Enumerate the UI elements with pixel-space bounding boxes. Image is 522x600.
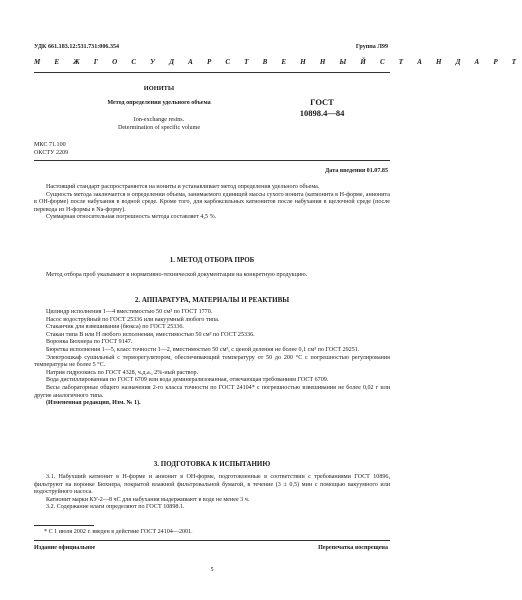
intro-paragraph-essence: Сущность метода заключается в определении объема, занимаемого единицей массы сухого ионита (катионита в Н-форме, анионита в ОН-форме) после набухания в водной среде. Кроме того, для карбоксильных катионитов после набухания в щелочной среде (после перевода из Н-формы в Na-форму).: [34, 191, 390, 213]
okstu-code: ОКСТУ 2209: [34, 150, 69, 156]
product-title: ИОНИТЫ: [143, 85, 175, 92]
item-scales: Весы лабораторные общего назначения 2-го класса точности по ГОСТ 24104* с погрешностью взвешивания не более 0,02 г или другие аналогичного типа.: [34, 384, 390, 399]
item-beaker: Стакан типа В или Н любого исполнения, вместимостью 50 см³ по ГОСТ 25336.: [46, 331, 255, 338]
gost-number: 10898.4—84: [299, 108, 345, 118]
udk-code: УДК 661.183.12:531.731:006.354: [34, 44, 120, 50]
item-3-2: 3.2. Содержание влаги определяют по ГОСТ 10898.1.: [46, 504, 185, 511]
page-number: 5: [210, 567, 214, 573]
item-weighing-cup: Стаканчик для взвешивания (бюкса) по ГОСТ 25336.: [46, 324, 184, 331]
section-3-title: 3. ПОДГОТОВКА К ИСПЫТАНИЮ: [153, 460, 271, 468]
group-code: Группа Л99: [355, 44, 388, 50]
section-2-title: 2. АППАРАТУРА, МАТЕРИАЛЫ И РЕАКТИВЫ: [134, 296, 290, 304]
interstate-standard-banner: М Е Ж Г О С У Д А Р С Т В Е Н Н Ы Й С Т А Н Д А Р Т: [34, 58, 522, 66]
revision-note: (Измененная редакция, Изм. № 1).: [46, 400, 141, 407]
reprint-prohibited: Перепечатка воспрещена: [318, 545, 388, 551]
section-1-title: 1. МЕТОД ОТБОРА ПРОБ: [169, 256, 255, 264]
method-title-ru: Метод определения удельного объема: [107, 100, 211, 106]
gost-label: ГОСТ: [310, 97, 334, 107]
item-3-1: 3.1. Набухший катионит в Н-форме и анионит в ОН-форме, подготовленные в соответствии с требованиями ГОСТ 10896, фильтруют на воронке Бюхнера, покрытой влажной фильтровальной бумагой, в течение (3 ± 0,5) мин с помощью вакуумного или водоструйного насоса.: [34, 474, 390, 496]
item-water: Вода дистиллированная по ГОСТ 6709 или вода деминерализованная, отвечающая требованиям ГОСТ 6709.: [46, 377, 329, 384]
method-title-en-1: Ion-exchange resins.: [133, 117, 185, 123]
item-pump: Насос водоструйный по ГОСТ 25336 или вакуумный любого типа.: [46, 316, 220, 323]
title-divider: [34, 160, 390, 161]
item-sodium-hydroxide: Натрия гидроокись по ГОСТ 4328, ч.д.а., 2%-ный раствор.: [46, 369, 199, 376]
footnote-divider: [34, 525, 94, 526]
official-edition: Издание официальное: [34, 545, 96, 551]
item-drying-oven: Электрошкаф сушильный с терморегулятором, обеспечивающий температуру от 50 до 200 °С с погрешностью регулирования температуры не более 5 °С.: [34, 354, 390, 369]
footer-divider: [34, 540, 390, 541]
item-buchner-funnel: Воронка Бюхнера по ГОСТ 9147.: [46, 339, 133, 346]
item-cylinder: Цилиндр исполнения 1—4 вместимостью 50 см³ по ГОСТ 1770.: [46, 309, 213, 315]
intro-paragraph-scope: Настоящий стандарт распространяется на иониты и устанавливает метод определения удельного объема.: [46, 184, 320, 190]
method-title-en-2: Determination of specific volume: [117, 125, 201, 131]
header-divider: [34, 72, 390, 73]
section-3-list: [34, 474, 390, 512]
item-cationite-swelling: Катионит марки КУ-2—8 чС для набухания выдерживают в воде не менее 3 ч.: [46, 496, 250, 503]
intro-block: [34, 184, 390, 222]
footnote: * С 1 июля 2002 г. введен в действие ГОСТ 24104—2001.: [44, 529, 193, 535]
intro-paragraph-error: Суммарная относительная погрешность метода составляет 4,5 %.: [46, 214, 217, 221]
item-burette: Бюретка исполнения 1—5, класс точности 1—2, вместимостью 50 см³, с ценой деления не более 0,1 см³ по ГОСТ 29251.: [46, 346, 360, 353]
section-2-list: [34, 309, 390, 408]
introduction-date: Дата введения 01.07.85: [325, 168, 388, 174]
mks-code: МКС 71.100: [34, 142, 66, 148]
section-1-text: Метод отбора проб указывают в нормативно-технической документации на конкретную продукцию.: [46, 272, 308, 278]
